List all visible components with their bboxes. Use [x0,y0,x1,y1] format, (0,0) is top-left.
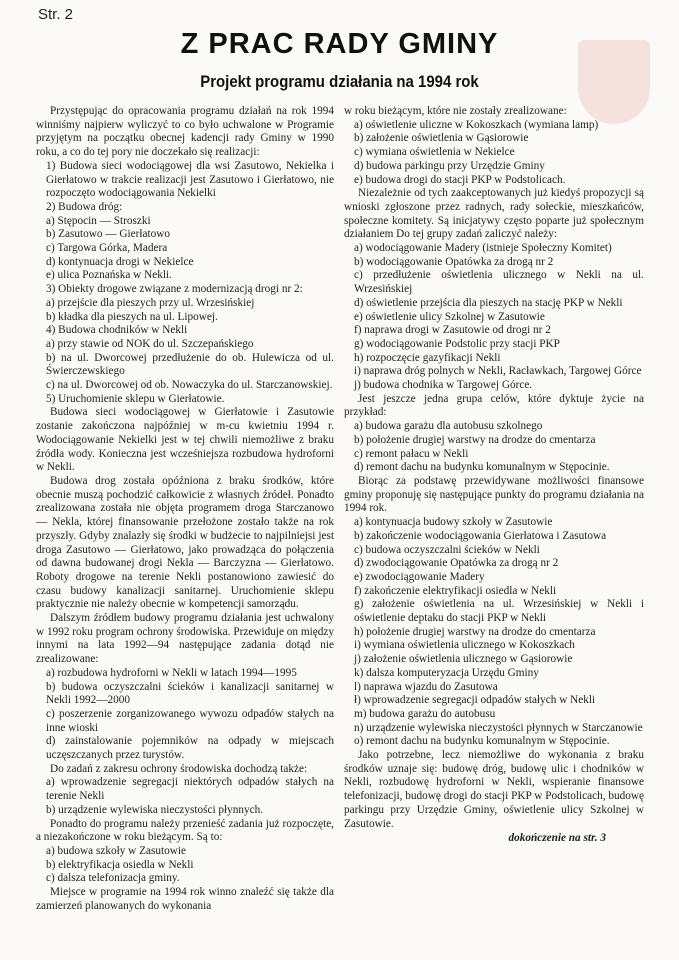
paragraph: Miejsce w programie na 1994 rok winno znaleźć się także dla zamierzeń planowanych do wykonania [36,886,334,912]
paragraph: Dalszym źródłem budowy programu działania jest uchwalony w 1992 roku program ochrony środowiska. Przewiduje on między innymi na lata 1992—94 następujące zadania dotąd nie zrealizowane: [36,612,334,666]
list-item: d) budowa parkingu przy Urzędzie Gminy [354,159,545,172]
list-item: b) założenie oświetlenia w Gąsiorowie [354,132,529,145]
list-item: d) kontynuacja drogi w Nekielce [46,255,194,268]
list-item: b) budowa oczyszczalni ścieków i kanalizacji sanitarnej w Nekli 1992—2000 [46,680,334,707]
list-item: b) na ul. Dworcowej przedłużenie do ob. Hulewicza od ul. Świerczewskiego [46,351,334,378]
paragraph: w roku bieżącym, które nie zostały zrealizowane: [344,105,567,117]
list-item: b) Zasutowo — Gierłatowo [46,228,171,241]
list-item: c) budowa oczyszczalni ścieków w Nekli [354,543,540,556]
list-item: e) zwodociągowanie Madery [354,570,485,583]
list-item: a) wprowadzenie segregacji niektórych odpadów stałych na terenie Nekli [46,776,334,803]
list-item: a) budowa garażu dla autobusu szkolnego [354,420,543,433]
list-item: a) rozbudowa hydroforni w Nekli w latach 1994—1995 [46,666,297,679]
list-item: c) remont pałacu w Nekli [354,447,469,460]
continuation-note: dokończenie na str. 3 [508,832,606,845]
paragraph: Ponadto do programu należy przenieść zadania już rozpoczęte, a niezakończone w roku bieżącym. Są to: [36,817,334,844]
list-item: b) elektryfikacja osiedla w Nekli [46,858,194,871]
list-item: k) dalsza komputeryzacja Urzędu Gminy [354,666,539,679]
list-item: e) budowa drogi do stacji PKP w Podstolicach. [354,173,566,186]
list-item: a) przejście dla pieszych przy ul. Wrzesińskiej [46,296,255,309]
list-item: a) budowa szkoły w Zasutowie [46,844,186,857]
list-item: e) ulica Poznańska w Nekli. [46,269,172,282]
list-item: c) na ul. Dworcowej od ob. Nowaczyka do ul. Starczanowskiej. [46,379,333,392]
paragraph: Biorąc za podstawę przewidywane możliwości finansowe gminy proponuję się następujące punkty do programu działania na 1994 rok. [344,474,644,515]
list-item: i) naprawa dróg polnych w Nekli, Racławkach, Targowej Górce [354,365,642,378]
article-title: Z PRAC RADY GMINY [180,28,499,60]
list-item: 5) Uruchomienie sklepu w Gierłatowie. [46,392,225,405]
paragraph: Przystępując do opracowania programu działań na rok 1994 winniśmy najpierw wyliczyć to co było uchwalone w Programie przyjętym na początku obecnej kadencji rady Gminy w 1990 roku, a co do tej pory nie doczekało się realizacji: [36,105,334,159]
paragraph: Jako potrzebne, lecz niemożliwe do wykonania z braku środków uznaje się: budowę dróg, budowę ulic i chodników w Nekli, rozbudowę hydroforni w Nekli, wspieranie finansowe telefonizacji, budowę drogi do stacji PKP w Podstolicach, budowę parkingu przy Urzędzie Gminy, oświetlenie ulicy Szkolnej w Zasutowie. [344,749,644,830]
list-item: i) wymiana oświetlenia ulicznego w Kokoszkach [354,639,575,652]
paragraph: Niezależnie od tych zaakceptowanych już kiedyś propozycji są wnioski zgłoszone przez radnych, rady sołeckie, mieszkańców, społeczne komitety. Są inicjatywy często poparte już społecznym działaniem Do tej grupy zadań zaliczyć należy: [344,187,644,241]
list-item: b) wodociągowanie Opatówka za drogą nr 2 [354,255,554,268]
right-column [344,105,644,846]
page-number: Str. 2 [38,6,74,23]
list-item: e) oświetlenie ulicy Szkolnej w Zasutowie [354,310,545,323]
list-item: o) remont dachu na budynku komunalnym w Stępocinie. [354,735,610,748]
list-item: d) remont dachu na budynku komunalnym w Stępocinie. [354,461,610,474]
list-item: 2) Budowa dróg: [46,200,123,213]
list-item: m) budowa garażu do autobusu [354,707,496,720]
list-item: j) założenie oświetlenia ulicznego w Gąsiorowie [354,653,573,666]
list-item: a) wodociągowanie Madery (istnieje Społeczny Komitet) [354,242,612,255]
list-item: f) zakończenie elektryfikacji osiedla w Nekli [354,584,557,597]
list-item: ł) wprowadzenie segregacji odpadów stałych w Nekli [354,694,596,707]
list-item: c) poszerzenie zorganizowanego wywozu odpadów stałych na inne wioski [46,707,334,734]
list-item: b) zakończenie wodociągowania Gierłatowa i Zasutowa [354,529,607,542]
list-item: d) zainstalowanie pojemników na odpady w miejscach uczęszczanych przez turystów. [46,735,334,762]
list-item: b) kładka dla pieszych na ul. Lipowej. [46,310,218,323]
list-item: a) kontynuacja budowy szkoły w Zasutowie [354,516,553,529]
list-item: h) rozpoczęcie gazyfikacji Nekli [354,351,501,364]
list-item: c) dalsza telefonizacja gminy. [46,872,180,885]
list-item: b) urządzenie wylewiska nieczystości płynnych. [46,803,264,816]
list-item: d) oświetlenie przejścia dla pieszych na stację PKP w Nekli [354,296,623,309]
list-item: c) przedłużenie oświetlenia ulicznego w Nekli na ul. Wrzesińskiej [354,269,644,296]
list-item: 1) Budowa sieci wodociągowej dla wsi Zasutowo, Nekielka i Gierłatowo w trakcie realizacji jest Zasutowo i Gierłatowo, nie rozpoczęto wodociągowania Nekielki [46,159,334,200]
list-item: 4) Budowa chodników w Nekli [46,324,188,337]
list-item: f) naprawa drogi w Zasutowie od drogi nr 2 [354,324,551,337]
list-item: g) wodociągowanie Podstolic przy stacji PKP [354,337,560,350]
list-item: a) przy stawie od NOK do ul. Szczepańskiego [46,337,254,350]
list-item: l) naprawa wjazdu do Zasutowa [354,680,498,693]
list-item: c) wymiana oświetlenia w Nekielce [354,146,515,159]
paragraph: Do zadań z zakresu ochrony środowiska dochodzą także: [50,762,308,775]
list-item: 3) Obiekty drogowe związane z modernizacją drogi nr 2: [46,283,303,296]
paragraph: Budowa drog została opóźniona z braku środków, które obecnie muszą pochodzić całkowicie z własnych źródeł. Ponadto zrealizowana została nie objęta programem droga Starczanowo — Nekla, której finansowanie przełożone zostało także na rok przyszły. Gdyby znalazły się środki w budżecie to najpilniejsi jest droga Zasutowo — Gierłatowo, jako prowadząca do połączenia od dawna budowanej drogi Nekla — Barczyzna — Gierłatowo. Roboty drogowe na terenie Nekli postanowiono zawiesić do czasu budowy kanalizacji sanitarnej. Uruchomienie sklepu praktycznie nie należy obecnie w kompetencji samorządu. [36,474,334,611]
paragraph: Jest jeszcze jedna grupa celów, które dyktuje życie na przykład: [344,392,644,419]
paragraph: Budowa sieci wodociągowej w Gierłatowie i Zasutowie zostanie zakończona najpóźniej w m-cu kwietniu 1994 r. Wodociągowanie Nekielki jest w tej chwili niemożliwe z braku źródła wody. Konieczna jest wcześniejsza rozbudowa hydroforni w Nekli. [36,406,334,474]
list-item: a) oświetlenie uliczne w Kokoszkach (wymiana lamp) [354,118,599,131]
article-subtitle: Projekt programu działania na 1994 rok [200,72,479,91]
list-item: n) urządzenie wylewiska nieczystości płynnych w Starczanowie [354,721,643,734]
left-column [36,105,334,913]
list-item: a) Stępocin — Stroszki [46,214,151,227]
list-item: h) położenie drugiej warstwy na drodze do cmentarza [354,625,596,638]
list-item: d) zwodociągowanie Opatówka za drogą nr 2 [354,557,559,570]
list-item: j) budowa chodnika w Targowej Górce. [354,379,533,392]
list-item: c) Targowa Górka, Madera [46,242,168,255]
list-item: b) położenie drugiej warstwy na drodze do cmentarza [354,433,596,446]
list-item: g) założenie oświetlenia na ul. Wrzesińskiej w Nekli i oświetlenie deptaku do stacji PKP w Nekli [354,598,644,625]
